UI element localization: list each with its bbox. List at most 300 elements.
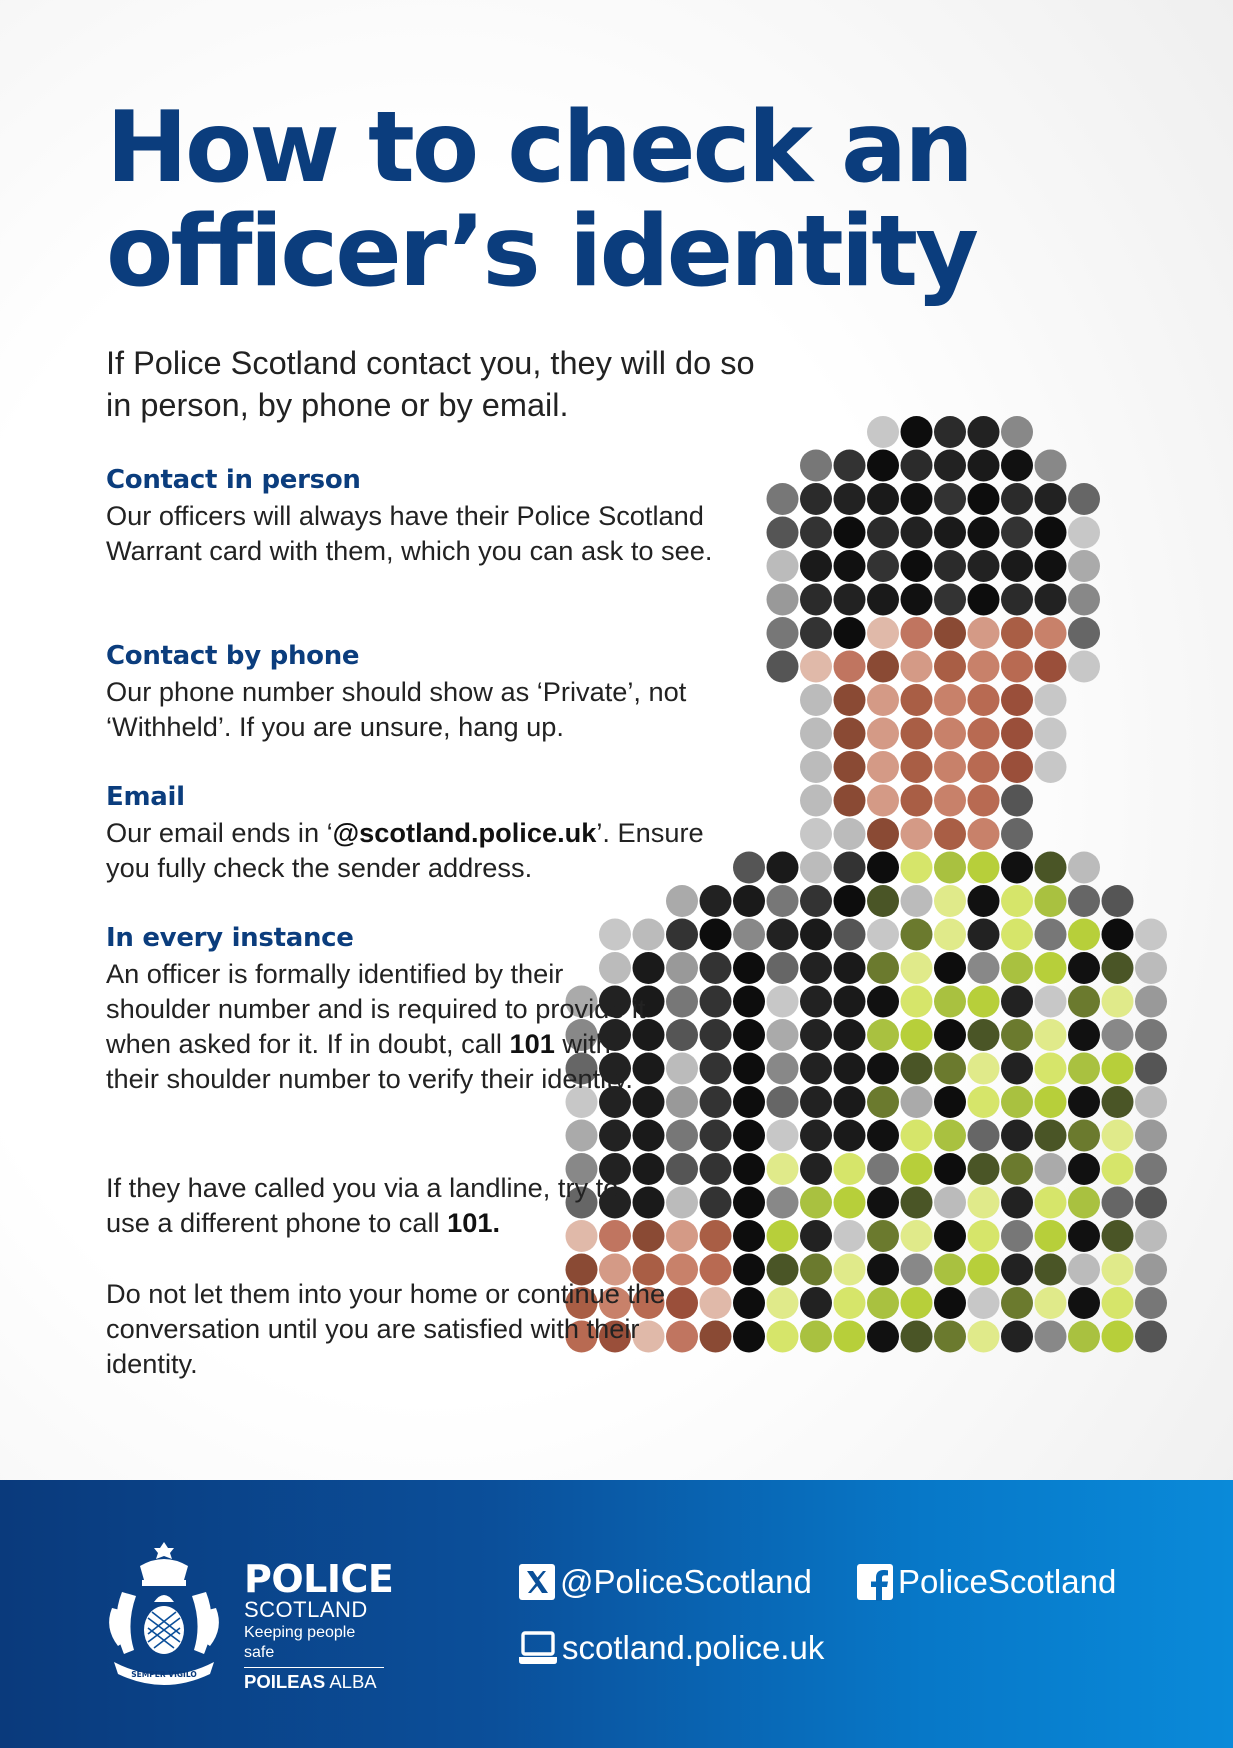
mosaic-dot xyxy=(1001,584,1033,616)
mosaic-dot xyxy=(1068,1153,1100,1185)
mosaic-dot xyxy=(834,1220,866,1252)
mosaic-dot xyxy=(1102,1120,1134,1152)
mosaic-dot xyxy=(867,1187,899,1219)
mosaic-dot xyxy=(968,1187,1000,1219)
mosaic-dot xyxy=(901,450,933,482)
section-heading: In every instance xyxy=(106,923,354,953)
mosaic-dot xyxy=(1001,919,1033,951)
mosaic-dot xyxy=(968,651,1000,683)
mosaic-dot xyxy=(834,818,866,850)
mosaic-dot xyxy=(1001,718,1033,750)
mosaic-dot xyxy=(867,718,899,750)
mosaic-dot xyxy=(867,1086,899,1118)
mosaic-dot xyxy=(1135,1220,1167,1252)
mosaic-dot xyxy=(901,1053,933,1085)
mosaic-dot xyxy=(1001,818,1033,850)
mosaic-dot xyxy=(800,785,832,817)
mosaic-dot xyxy=(968,818,1000,850)
mosaic-dot xyxy=(834,718,866,750)
mosaic-dot xyxy=(733,1153,765,1185)
mosaic-dot xyxy=(1068,517,1100,549)
mosaic-dot xyxy=(934,1220,966,1252)
mosaic-dot xyxy=(700,1153,732,1185)
mosaic-dot xyxy=(867,885,899,917)
section-contact-in-person xyxy=(106,462,756,568)
mosaic-dot xyxy=(867,550,899,582)
mosaic-dot xyxy=(800,684,832,716)
mosaic-dot xyxy=(1102,952,1134,984)
mosaic-dot xyxy=(1135,1287,1167,1319)
mosaic-dot xyxy=(1001,1321,1033,1353)
mosaic-dot xyxy=(968,1321,1000,1353)
mosaic-dot xyxy=(666,1220,698,1252)
mosaic-dot xyxy=(1135,1053,1167,1085)
twitter-handle-text: @PoliceScotland xyxy=(560,1563,812,1600)
mosaic-dot xyxy=(1102,919,1134,951)
mosaic-dot xyxy=(934,1086,966,1118)
mosaic-dot xyxy=(1001,1254,1033,1286)
mosaic-dot xyxy=(901,1120,933,1152)
mosaic-dot xyxy=(968,986,1000,1018)
mosaic-dot xyxy=(968,1086,1000,1118)
mosaic-dot xyxy=(1102,1287,1134,1319)
page-title xyxy=(106,91,1006,309)
mosaic-dot xyxy=(901,550,933,582)
mosaic-dot xyxy=(968,483,1000,515)
mosaic-dot xyxy=(1001,1187,1033,1219)
brand-gaelic: POILEAS ALBA xyxy=(244,1671,377,1692)
mosaic-dot xyxy=(733,1287,765,1319)
section-body: Our phone number should show as ‘Private’, not ‘Withheld’. If you are unsure, hang up. xyxy=(106,676,687,742)
brand-tagline: Keeping people safe xyxy=(244,1623,384,1668)
mosaic-dot xyxy=(934,1187,966,1219)
mosaic-dot xyxy=(901,818,933,850)
mosaic-dot xyxy=(1068,986,1100,1018)
mosaic-dot xyxy=(666,1321,698,1353)
mosaic-dot xyxy=(1035,584,1067,616)
mosaic-dot xyxy=(968,1287,1000,1319)
mosaic-dot xyxy=(1035,919,1067,951)
mosaic-dot xyxy=(901,517,933,549)
mosaic-dot xyxy=(1102,885,1134,917)
mosaic-dot xyxy=(867,1254,899,1286)
mosaic-dot xyxy=(968,952,1000,984)
mosaic-dot xyxy=(767,1321,799,1353)
mosaic-dot xyxy=(1001,617,1033,649)
mosaic-dot xyxy=(1068,651,1100,683)
mosaic-dot xyxy=(867,617,899,649)
mosaic-dot xyxy=(834,483,866,515)
mosaic-dot xyxy=(1001,785,1033,817)
mosaic-dot xyxy=(901,1220,933,1252)
section-heading: Contact in person xyxy=(106,465,361,495)
mosaic-dot xyxy=(834,617,866,649)
mosaic-dot xyxy=(901,651,933,683)
mosaic-dot xyxy=(800,919,832,951)
mosaic-dot xyxy=(1001,1120,1033,1152)
mosaic-dot xyxy=(867,852,899,884)
mosaic-dot xyxy=(1001,1086,1033,1118)
mosaic-dot xyxy=(666,1187,698,1219)
mosaic-dot xyxy=(1068,1321,1100,1353)
mosaic-dot xyxy=(700,1287,732,1319)
mosaic-dot xyxy=(633,1120,665,1152)
mosaic-dot xyxy=(867,416,899,448)
brand-police: POLICE xyxy=(244,1557,394,1601)
mosaic-dot xyxy=(1035,885,1067,917)
mosaic-dot xyxy=(1035,550,1067,582)
closing-advice: Do not let them into your home or continue the conversation until you are satisfied with their identity. xyxy=(106,1278,666,1379)
facebook-page[interactable] xyxy=(856,1562,1116,1602)
mosaic-dot xyxy=(1135,1321,1167,1353)
mosaic-dot xyxy=(968,1220,1000,1252)
mosaic-dot xyxy=(800,952,832,984)
mosaic-dot xyxy=(767,1086,799,1118)
mosaic-dot xyxy=(1001,952,1033,984)
mosaic-dot xyxy=(834,1153,866,1185)
mosaic-dot xyxy=(968,852,1000,884)
mosaic-dot xyxy=(767,986,799,1018)
mosaic-dot xyxy=(700,1120,732,1152)
mosaic-dot xyxy=(800,1321,832,1353)
mosaic-dot xyxy=(767,1254,799,1286)
mosaic-dot xyxy=(767,1220,799,1252)
mosaic-dot xyxy=(867,517,899,549)
mosaic-dot xyxy=(1135,986,1167,1018)
mosaic-dot xyxy=(1035,1120,1067,1152)
mosaic-dot xyxy=(834,1120,866,1152)
mosaic-dot xyxy=(901,584,933,616)
mosaic-dot xyxy=(834,651,866,683)
mosaic-dot xyxy=(834,1254,866,1286)
mosaic-dot xyxy=(1001,1220,1033,1252)
mosaic-dot xyxy=(1001,483,1033,515)
mosaic-dot xyxy=(901,483,933,515)
mosaic-dot xyxy=(767,1053,799,1085)
mosaic-dot xyxy=(1135,1086,1167,1118)
x-twitter-icon xyxy=(518,1563,556,1601)
mosaic-dot xyxy=(867,986,899,1018)
phone-number-101: 101. xyxy=(447,1207,501,1238)
mosaic-dot xyxy=(1035,852,1067,884)
mosaic-dot xyxy=(968,1153,1000,1185)
mosaic-dot xyxy=(767,1153,799,1185)
mosaic-dot xyxy=(901,1254,933,1286)
mosaic-dot xyxy=(1035,1287,1067,1319)
mosaic-dot xyxy=(767,617,799,649)
mosaic-dot xyxy=(867,1321,899,1353)
mosaic-dot xyxy=(934,751,966,783)
mosaic-dot xyxy=(968,684,1000,716)
mosaic-dot xyxy=(1068,1287,1100,1319)
facebook-page-text: PoliceScotland xyxy=(898,1563,1117,1600)
website-text: scotland.police.uk xyxy=(562,1629,825,1666)
mosaic-dot xyxy=(1135,1019,1167,1051)
mosaic-dot xyxy=(1068,1120,1100,1152)
mosaic-dot xyxy=(1001,684,1033,716)
mosaic-dot xyxy=(767,1019,799,1051)
mosaic-dot xyxy=(1068,852,1100,884)
mosaic-dot xyxy=(1035,684,1067,716)
mosaic-dot xyxy=(1068,1019,1100,1051)
mosaic-dot xyxy=(901,718,933,750)
mosaic-dot xyxy=(934,416,966,448)
mosaic-dot xyxy=(934,684,966,716)
mosaic-dot xyxy=(800,1220,832,1252)
mosaic-dot xyxy=(867,684,899,716)
mosaic-dot xyxy=(834,1086,866,1118)
mosaic-dot xyxy=(800,550,832,582)
twitter-handle[interactable] xyxy=(518,1562,812,1602)
mosaic-dot xyxy=(834,1321,866,1353)
mosaic-dot xyxy=(1068,952,1100,984)
laptop-icon xyxy=(518,1629,558,1667)
mosaic-dot xyxy=(1102,1053,1134,1085)
mosaic-dot xyxy=(1035,751,1067,783)
mosaic-dot xyxy=(934,1120,966,1152)
mosaic-dot xyxy=(800,1086,832,1118)
mosaic-dot xyxy=(1035,483,1067,515)
facebook-icon xyxy=(856,1563,894,1601)
mosaic-dot xyxy=(800,1187,832,1219)
mosaic-dot xyxy=(901,952,933,984)
mosaic-dot xyxy=(1001,517,1033,549)
mosaic-dot xyxy=(733,1321,765,1353)
mosaic-dot xyxy=(867,751,899,783)
mosaic-dot xyxy=(867,785,899,817)
mosaic-dot xyxy=(867,1019,899,1051)
mosaic-dot xyxy=(767,885,799,917)
mosaic-dot xyxy=(934,1321,966,1353)
email-domain: @scotland.police.uk xyxy=(332,817,597,848)
mosaic-dot xyxy=(1135,1153,1167,1185)
mosaic-dot xyxy=(934,986,966,1018)
mosaic-dot xyxy=(834,852,866,884)
mosaic-dot xyxy=(901,1153,933,1185)
mosaic-dot xyxy=(901,684,933,716)
mosaic-dot xyxy=(901,751,933,783)
mosaic-dot xyxy=(834,684,866,716)
mosaic-dot xyxy=(1102,1187,1134,1219)
mosaic-dot xyxy=(968,517,1000,549)
mosaic-dot xyxy=(800,818,832,850)
mosaic-dot xyxy=(901,785,933,817)
mosaic-dot xyxy=(934,1287,966,1319)
mosaic-dot xyxy=(968,919,1000,951)
mosaic-dot xyxy=(901,885,933,917)
mosaic-dot xyxy=(1001,416,1033,448)
mosaic-dot xyxy=(767,952,799,984)
mosaic-dot xyxy=(1068,584,1100,616)
intro-text: If Police Scotland contact you, they will do so in person, by phone or by email. xyxy=(106,345,755,423)
mosaic-dot xyxy=(733,1254,765,1286)
mosaic-dot xyxy=(968,450,1000,482)
mosaic-dot xyxy=(1035,1019,1067,1051)
section-every-instance xyxy=(106,920,756,1096)
mosaic-dot xyxy=(834,1053,866,1085)
mosaic-dot xyxy=(901,919,933,951)
crest-motto: SEMPER VIGILO xyxy=(131,1670,197,1679)
mosaic-dot xyxy=(867,651,899,683)
mosaic-dot xyxy=(834,584,866,616)
mosaic-dot xyxy=(666,885,698,917)
mosaic-dot xyxy=(1001,1153,1033,1185)
mosaic-dot xyxy=(968,751,1000,783)
mosaic-dot xyxy=(599,1120,631,1152)
mosaic-dot xyxy=(867,919,899,951)
mosaic-dot xyxy=(867,1287,899,1319)
mosaic-dot xyxy=(934,450,966,482)
mosaic-dot xyxy=(968,584,1000,616)
mosaic-dot xyxy=(1102,1153,1134,1185)
mosaic-dot xyxy=(867,1220,899,1252)
mosaic-dot xyxy=(800,617,832,649)
mosaic-dot xyxy=(1068,1187,1100,1219)
section-body: Our email ends in ‘@scotland.police.uk’. Ensure you fully check the sender address. xyxy=(106,817,704,883)
mosaic-dot xyxy=(901,986,933,1018)
mosaic-dot xyxy=(767,1287,799,1319)
mosaic-dot xyxy=(1102,1220,1134,1252)
mosaic-dot xyxy=(901,1086,933,1118)
title-line-2: officer’s identity xyxy=(106,195,977,309)
mosaic-dot xyxy=(1068,1220,1100,1252)
mosaic-dot xyxy=(700,1254,732,1286)
mosaic-dot xyxy=(901,1321,933,1353)
mosaic-dot xyxy=(968,1120,1000,1152)
section-body: An officer is formally identified by their shoulder number and is required to provide it when asked for it. If in doubt, call 101 with their shoulder number to verify their identity. xyxy=(106,958,646,1094)
mosaic-dot xyxy=(700,1220,732,1252)
mosaic-dot xyxy=(968,617,1000,649)
mosaic-dot xyxy=(733,885,765,917)
mosaic-dot xyxy=(968,1254,1000,1286)
mosaic-dot xyxy=(968,1053,1000,1085)
mosaic-dot xyxy=(834,1019,866,1051)
mosaic-dot xyxy=(666,1254,698,1286)
mosaic-dot xyxy=(1035,1187,1067,1219)
mosaic-dot xyxy=(1068,1086,1100,1118)
mosaic-dot xyxy=(934,718,966,750)
mosaic-dot xyxy=(968,550,1000,582)
mosaic-dot xyxy=(1001,751,1033,783)
mosaic-dot xyxy=(1001,986,1033,1018)
mosaic-dot xyxy=(1068,617,1100,649)
mosaic-dot xyxy=(800,852,832,884)
mosaic-dot xyxy=(901,1187,933,1219)
mosaic-dot xyxy=(1135,1120,1167,1152)
mosaic-dot xyxy=(934,852,966,884)
section-email xyxy=(106,779,756,885)
mosaic-dot xyxy=(934,1019,966,1051)
mosaic-dot xyxy=(1135,1187,1167,1219)
mosaic-dot xyxy=(800,1019,832,1051)
mosaic-dot xyxy=(1001,651,1033,683)
mosaic-dot xyxy=(1001,1053,1033,1085)
mosaic-dot xyxy=(800,483,832,515)
mosaic-dot xyxy=(800,986,832,1018)
mosaic-dot xyxy=(901,852,933,884)
mosaic-dot xyxy=(867,584,899,616)
mosaic-dot xyxy=(867,483,899,515)
mosaic-dot xyxy=(867,952,899,984)
mosaic-dot xyxy=(867,1153,899,1185)
mosaic-dot xyxy=(934,584,966,616)
section-heading: Contact by phone xyxy=(106,641,360,671)
mosaic-dot xyxy=(1135,919,1167,951)
mosaic-dot xyxy=(901,1019,933,1051)
mosaic-dot xyxy=(1035,617,1067,649)
mosaic-dot xyxy=(968,1019,1000,1051)
mosaic-dot xyxy=(968,785,1000,817)
mosaic-dot xyxy=(767,483,799,515)
mosaic-dot xyxy=(934,919,966,951)
mosaic-dot xyxy=(767,550,799,582)
mosaic-dot xyxy=(1001,1019,1033,1051)
mosaic-dot xyxy=(1001,450,1033,482)
mosaic-dot xyxy=(800,651,832,683)
mosaic-dot xyxy=(1001,885,1033,917)
mosaic-dot xyxy=(934,952,966,984)
mosaic-dot xyxy=(834,751,866,783)
mosaic-dot xyxy=(968,718,1000,750)
mosaic-dot xyxy=(901,617,933,649)
mosaic-dot xyxy=(834,517,866,549)
mosaic-dot xyxy=(700,1187,732,1219)
mosaic-dot xyxy=(1035,1254,1067,1286)
mosaic-dot xyxy=(800,1053,832,1085)
mosaic-dot xyxy=(934,483,966,515)
mosaic-dot xyxy=(1035,1220,1067,1252)
mosaic-dot xyxy=(934,785,966,817)
mosaic-dot xyxy=(800,1153,832,1185)
mosaic-dot xyxy=(767,919,799,951)
mosaic-dot xyxy=(1035,1053,1067,1085)
mosaic-dot xyxy=(934,651,966,683)
mosaic-dot xyxy=(1068,550,1100,582)
website-link[interactable] xyxy=(518,1628,824,1668)
mosaic-dot xyxy=(834,986,866,1018)
mosaic-dot xyxy=(934,1053,966,1085)
mosaic-dot xyxy=(968,885,1000,917)
mosaic-dot xyxy=(800,1254,832,1286)
mosaic-dot xyxy=(867,818,899,850)
mosaic-dot xyxy=(1102,1086,1134,1118)
mosaic-dot xyxy=(1035,986,1067,1018)
mosaic-dot xyxy=(1001,550,1033,582)
mosaic-dot xyxy=(834,1187,866,1219)
mosaic-dot xyxy=(1102,1254,1134,1286)
mosaic-dot xyxy=(733,1220,765,1252)
mosaic-dot xyxy=(867,1053,899,1085)
mosaic-dot xyxy=(1135,952,1167,984)
mosaic-dot xyxy=(867,450,899,482)
mosaic-dot xyxy=(934,1153,966,1185)
mosaic-dot xyxy=(834,1287,866,1319)
mosaic-dot xyxy=(700,885,732,917)
mosaic-dot xyxy=(666,1287,698,1319)
footer-bar xyxy=(0,1480,1233,1748)
mosaic-dot xyxy=(1035,651,1067,683)
mosaic-dot xyxy=(1035,1153,1067,1185)
mosaic-dot xyxy=(767,651,799,683)
section-heading: Email xyxy=(106,782,185,812)
mosaic-dot xyxy=(834,919,866,951)
mosaic-dot xyxy=(1001,1287,1033,1319)
mosaic-dot xyxy=(767,584,799,616)
mosaic-dot xyxy=(1035,718,1067,750)
mosaic-dot xyxy=(1102,1019,1134,1051)
mosaic-dot xyxy=(1035,952,1067,984)
mosaic-dot xyxy=(867,1120,899,1152)
